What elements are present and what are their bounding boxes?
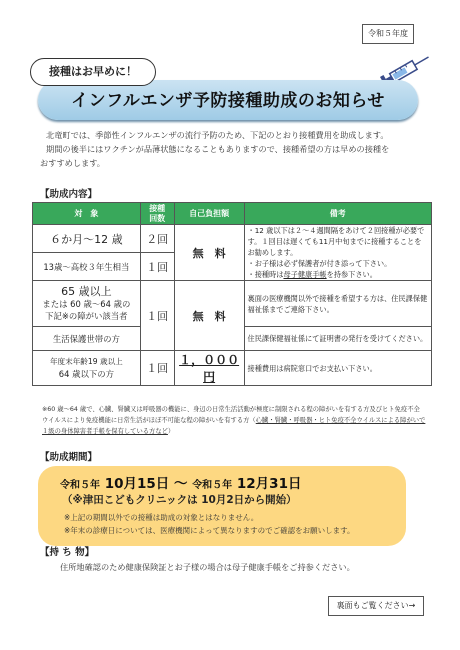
times-cell: １回 [140, 351, 174, 386]
header-target: 対 象 [33, 203, 141, 225]
start-date: 10月15日 [104, 476, 170, 492]
footnote-end: ） [167, 428, 175, 435]
times-cell: １回 [140, 253, 174, 281]
header-times: 接種 回数 [140, 203, 174, 225]
table-header-row [33, 203, 432, 225]
notes-cell: 接種費用は病院窓口でお支払い下さい。 [244, 351, 431, 386]
see-back-label: 裏面もご覧ください→ [328, 596, 424, 616]
table-row [33, 351, 432, 386]
note-line: ・接種時は母子健康手帳を持参下さい。 [247, 270, 377, 279]
target-cell: 13歳～高校３年生相当 [33, 253, 141, 281]
page-title: インフルエンザ予防接種助成のお知らせ [38, 80, 418, 120]
early-vaccination-callout: 接種はお早めに！ [30, 58, 156, 86]
footnote-underlined: 心臓・腎臓・呼吸器・ヒト免疫不全ウイルスによる障がいで１級の身体障害者手帳を保有している方など [42, 417, 426, 435]
notes-cell: 裏面の医療機関以外で接種を希望する方は、住民課保健福祉係までご連絡下さい。 [244, 281, 431, 327]
target-cell [33, 281, 141, 327]
end-era: 令和５年 [192, 480, 233, 491]
period-dates [60, 472, 301, 492]
header-notes: 備考 [244, 203, 431, 225]
target-line: または 60 歳～64 歳の [42, 298, 131, 309]
subsidy-table [32, 202, 432, 386]
start-era: 令和５年 [60, 480, 100, 491]
period-exception: （※津田こどもクリニックは 10月2日から開始） [62, 494, 297, 506]
intro-line: 北竜町では、季節性インフルエンザの流行予防のため、下記のとおり接種費用を助成します。 [46, 130, 389, 140]
target-line: 65 歳以上 [61, 284, 112, 298]
note-line: ・お子様は必ず保護者が付き添って下さい。 [247, 259, 392, 268]
period-note: ※上記の期間以外での接種は助成の対象とはなりません。 [64, 513, 259, 522]
belongings-heading: 【持 ち 物】 [40, 547, 95, 558]
end-date: 12月31日 [236, 476, 302, 492]
content-heading: 【助成内容】 [40, 189, 98, 200]
intro-line: おすすめします。 [40, 158, 105, 168]
notes-cell: 住民課保健福祉係にて証明書の発行を受けてください。 [244, 327, 431, 351]
intro-line: 期間の後半にはワクチンが品薄状態になることもありますので、接種希望の方は早めの接種を [46, 144, 390, 154]
cost-cell: 無 料 [174, 281, 244, 351]
target-cell: 生活保護世帯の方 [33, 327, 141, 351]
cost-cell: １，０００円 [174, 351, 244, 386]
notes-cell [244, 225, 431, 281]
header-cost: 自己負担額 [174, 203, 244, 225]
period-heading: 【助成期間】 [40, 452, 98, 463]
table-row [33, 281, 432, 327]
note-line: ・12 歳以下は２～４週間隔をあけて２回接種が必要です。１回目は遅くても11月中旬までに接種することをお勧めします。 [247, 226, 425, 257]
times-cell: ２回 [140, 225, 174, 253]
target-line: 64 歳以下の方 [58, 369, 114, 379]
fiscal-year-badge: 令和５年度 [362, 24, 414, 44]
table-row [33, 225, 432, 253]
footnote [42, 404, 426, 437]
belongings-text: 住所地確認のため健康保険証とお子様の場合は母子健康手帳をご持参ください。 [60, 562, 355, 572]
cost-cell: 無 料 [174, 225, 244, 281]
underlined-term: 母子健康手帳 [283, 270, 327, 279]
period-note: ※年末の診療日については、医療機関によって異なりますのでご確認をお願いします。 [64, 526, 355, 535]
times-cell: １回 [140, 281, 174, 351]
intro-text [40, 128, 420, 170]
footnote-main: ※60 歳～64 歳で、心臓、腎臓又は呼吸器の機能に、身辺の日常生活活動が極度に制限される程の障がいを有する方及びヒト免疫不全ウイルスにより免疫機能に日常生活がほぼ不可能な程の障がいを有する方（ [42, 406, 420, 424]
target-line: 下記※の障がい該当者 [45, 310, 128, 321]
tilde: ～ [173, 476, 188, 492]
target-cell: ６か月～12 歳 [33, 225, 141, 253]
target-cell [33, 351, 141, 386]
period-notes [64, 511, 355, 537]
target-line: 年度末年齢19 歳以上 [49, 357, 123, 366]
